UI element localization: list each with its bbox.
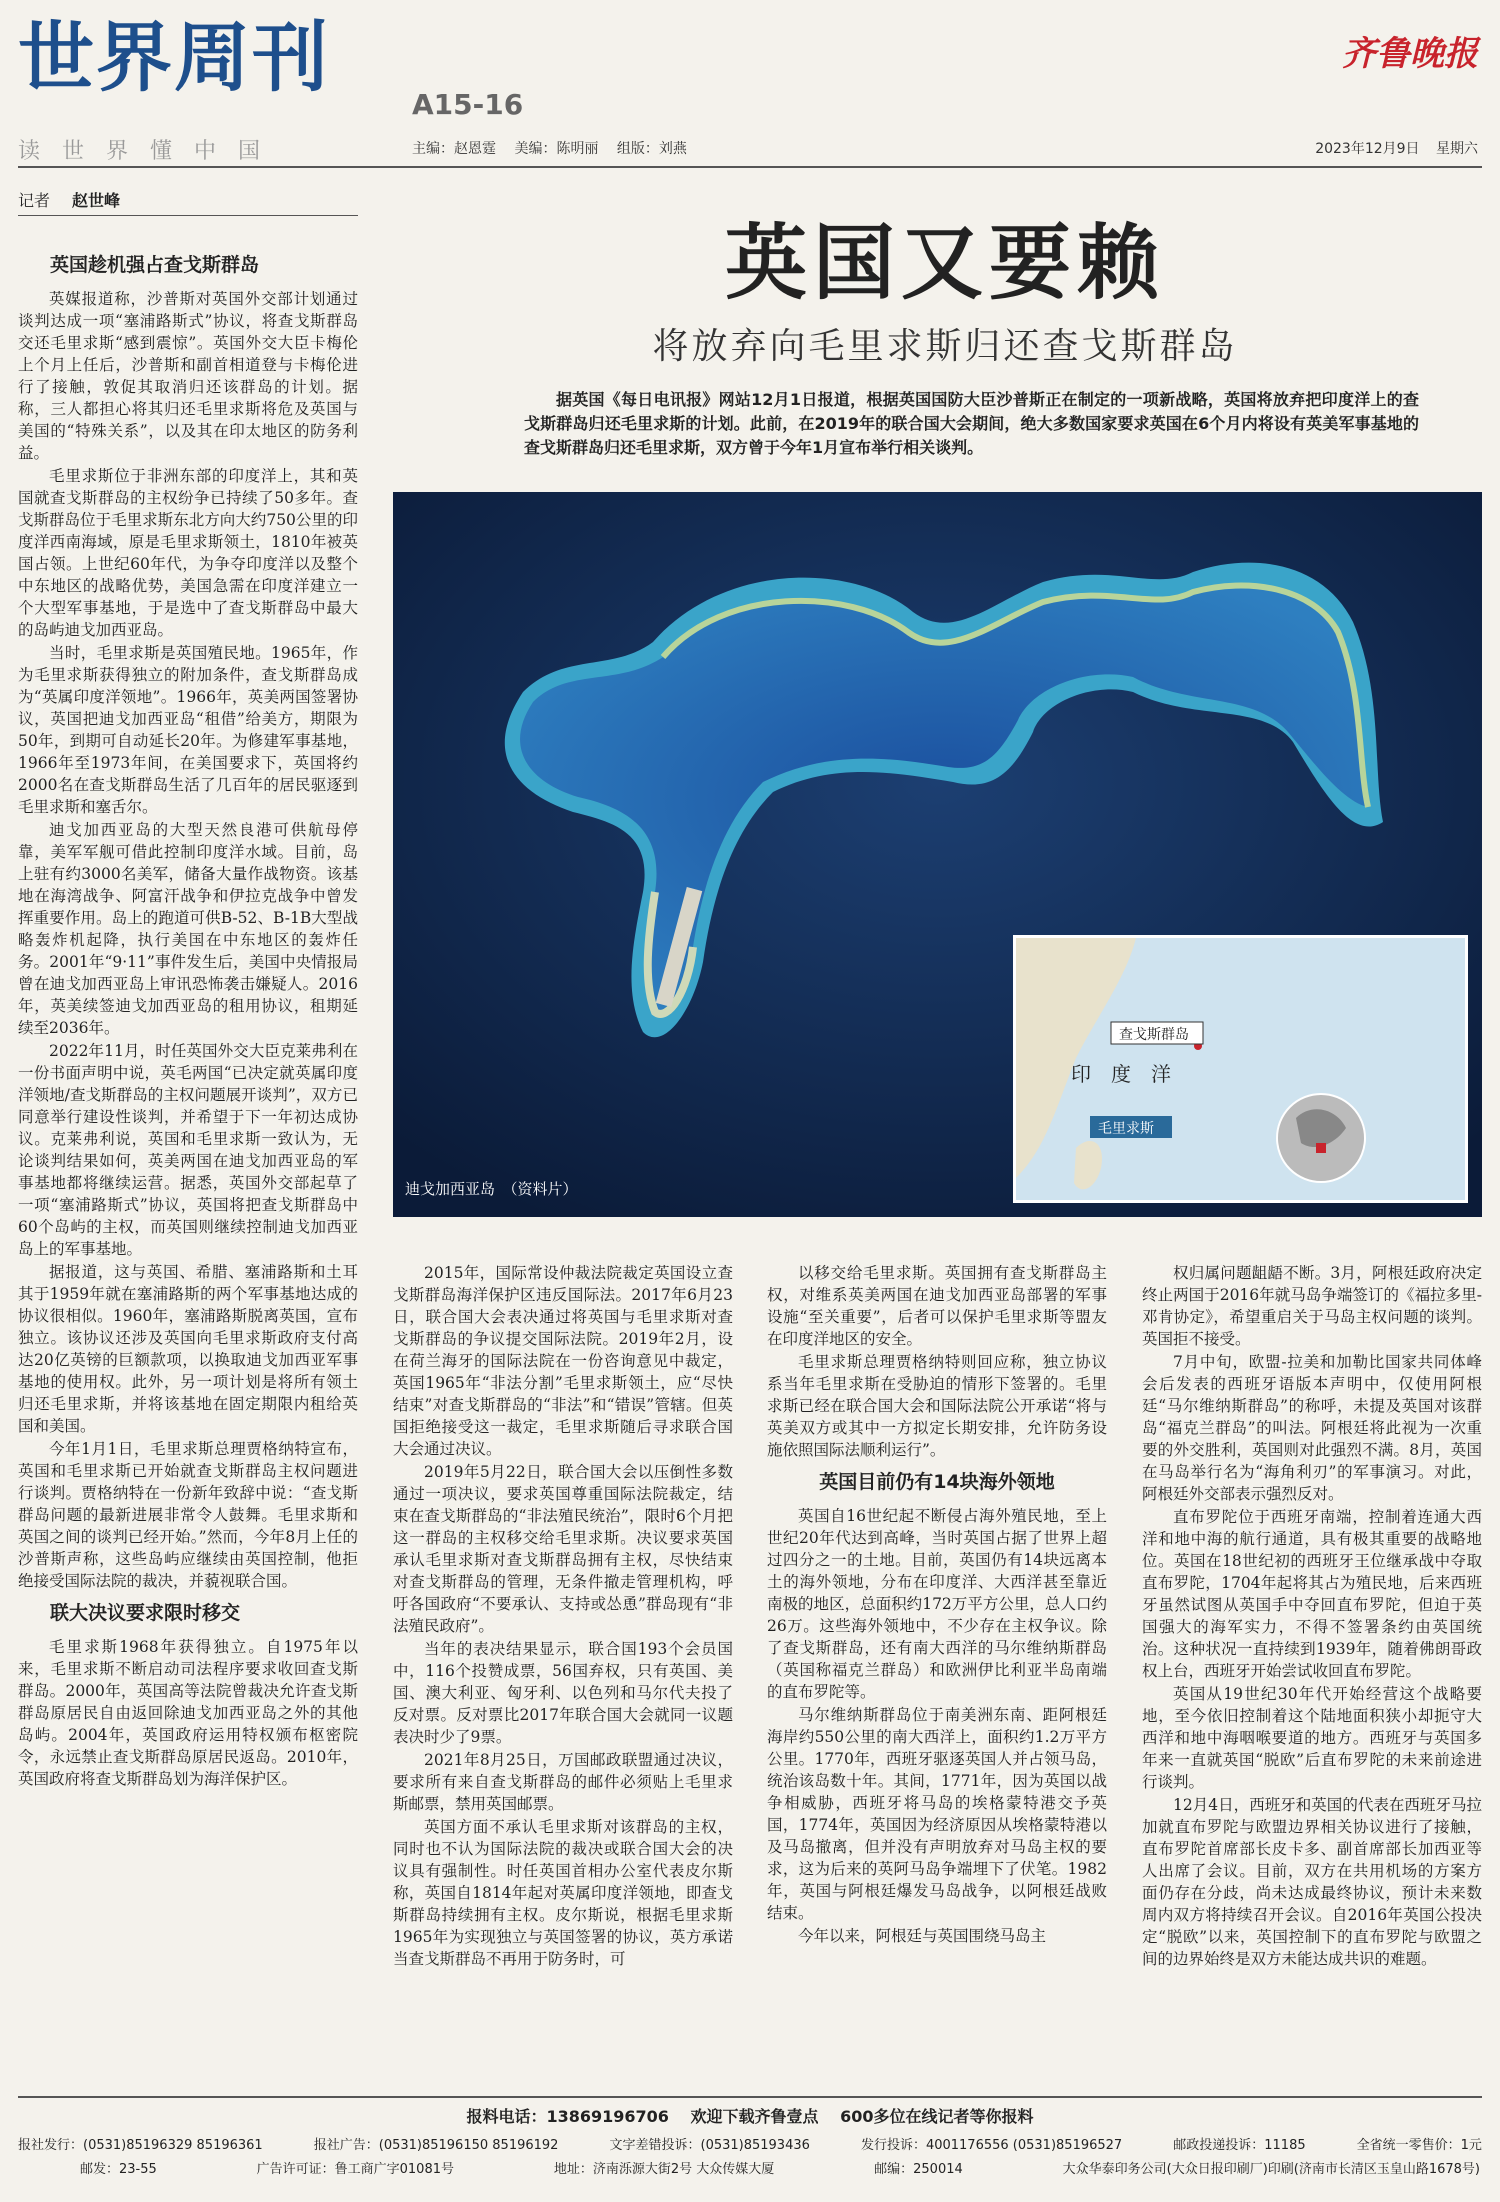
section-heading-2: 联大决议要求限时移交 [50, 1602, 241, 1624]
designer: 美编：陈明丽 [514, 141, 599, 157]
masthead-divider [18, 166, 1482, 168]
footer-contacts [18, 2134, 1482, 2153]
footer-publisher [80, 2158, 1480, 2177]
masthead [0, 0, 1500, 170]
footer-item: 报社广告：(0531)85196150 85196192 [313, 2138, 559, 2153]
paragraph: 英媒报道称，沙普斯对英国外交部计划通过谈判达成一项“塞浦路斯式”协议，将查戈斯群岛交还毛里求斯“感到震惊”。英国外交大臣卡梅伦上个月上任后，沙普斯和副首相道登与卡梅伦进行了接触，敦促其取消归还该群岛的计划。据称，三人都担心将其归还毛里求斯将危及英国与美国的“特殊关系”，以及其在印太地区的防务利益。 [18, 290, 358, 462]
paragraph: 英国自16世纪起不断侵占海外殖民地，至上世纪20年代达到高峰，当时英国占据了世界上超过四分之一的土地。目前，英国仍有14块远离本土的海外领地，分布在印度洋、大西洋甚至靠近南极的地区，总面积约172万平方公里，总人口约26万。这些海外领地中，不少存在主权争议。除了查戈斯群岛，还有南大西洋的马尔维纳斯群岛（英国称福克兰群岛）和欧洲伊比利亚半岛南端的直布罗陀等。 [767, 1507, 1107, 1701]
paragraph: 英国方面不承认毛里求斯对该群岛的主权，同时也不认为国际法院的裁决或联合国大会的决议具有强制性。时任英国首相办公室代表皮尔斯称，英国自1814年起对英属印度洋领地，即查戈斯群岛持续拥有主权。皮尔斯说，根据毛里求斯1965年为实现独立与英国签署的协议，英方承诺当查戈斯群岛不再用于防务时，可 [393, 1818, 733, 1968]
footer-item: 报社发行：(0531)85196329 85196361 [18, 2138, 263, 2153]
map-label-ocean: 印 度 洋 [1071, 1062, 1171, 1086]
photo-caption: 迪戈加西亚岛 （资料片） [405, 1180, 578, 1198]
paragraph: 7月中旬，欧盟-拉美和加勒比国家共同体峰会后发表的西班牙语版本声明中，仅使用阿根廷“马尔维纳斯群岛”的称呼，未提及英国对该群岛“福克兰群岛”的叫法。阿根廷将此视为一次重要的外交胜利，英国则对此强烈不满。8月，英国在马岛举行名为“海角利刃”的军事演习。对此，阿根廷外交部表示强烈反对。 [1142, 1353, 1482, 1503]
footer-item: 全省统一零售价：1元 [1356, 2138, 1482, 2153]
footer-item: 大众华泰印务公司(大众日报印刷厂)印刷(济南市长清区玉皇山路1678号) [1062, 2162, 1480, 2177]
paragraph: 2019年5月22日，联合国大会以压倒性多数通过一项决议，要求英国尊重国际法院裁定，结束在查戈斯群岛的“非法殖民统治”，限时6个月把这一群岛的主权移交给毛里求斯。决议要求英国承认毛里求斯对查戈斯群岛拥有主权，尽快结束对查戈斯群岛的管理，无条件撤走管理机构，呼吁各国政府“不要承认、支持或怂恿”群岛现有“非法殖民政府”。 [393, 1463, 733, 1635]
paragraph: 以移交给毛里求斯。英国拥有查戈斯群岛主权，对维系英美两国在迪戈加西亚岛部署的军事设施“至关重要”，后者可以保护毛里求斯等盟友在印度洋地区的安全。 [767, 1264, 1107, 1348]
paragraph: 据报道，这与英国、希腊、塞浦路斯和土耳其于1959年就在塞浦路斯的两个军事基地达成的协议很相似。1960年，塞浦路斯脱离英国，宣布独立。该协议还涉及英国向毛里求斯政府支付高达20亿英镑的巨额款项，以换取迪戈加西亚军事基地的使用权。此外，另一项计划是将所有领土归还毛里求斯，并将该基地在固定期限内租给英国和美国。 [18, 1263, 358, 1435]
article-column-1 [18, 244, 358, 1791]
date: 2023年12月9日 [1315, 141, 1420, 157]
paragraph: 权归属问题龃龉不断。3月，阿根廷政府决定终止两国于2016年就马岛争端签订的《福拉多里-邓肯协定》，希望重启关于马岛主权问题的谈判。英国拒不接受。 [1142, 1264, 1482, 1348]
map-label-archipelago: 查戈斯群岛 [1119, 1027, 1189, 1043]
masthead-slogan: 读世界懂中国 [18, 139, 283, 164]
editor-credits [412, 138, 701, 158]
paragraph: 当年的表决结果显示，联合国193个会员国中，116个投赞成票，56国弃权，只有英国、美国、澳大利亚、匈牙利、以色列和马尔代夫投了反对票。反对票比2017年联合国大会就同一议题表决时少了9票。 [393, 1640, 733, 1746]
reporter-label: 记者 [18, 191, 51, 210]
hotline: 报料电话：13869196706 [466, 2107, 669, 2126]
article-column-2 [393, 1262, 733, 1971]
paragraph: 毛里求斯位于非洲东部的印度洋上，其和英国就查戈斯群岛的主权纷争已持续了50多年。查戈斯群岛位于毛里求斯东北方向大约750公里的印度洋西南海域，原是毛里求斯领土，1810年被英国占领。上世纪60年代，为争夺印度洋以及整个中东地区的战略优势，美国急需在印度洋建立一个大型军事基地，于是选中了查戈斯群岛中最大的岛屿迪戈加西亚岛。 [18, 467, 358, 639]
page-number: A15-16 [412, 88, 524, 121]
paragraph: 12月4日，西班牙和英国的代表在西班牙马拉加就直布罗陀与欧盟边界相关协议进行了接触，直布罗陀首席部长皮卡多、副首席部长加西亚等人出席了会议。目前，双方在共用机场的方案方面仍存在分歧，尚未达成最终协议，预计未来数周内双方将持续召开会议。自2016年英国公投决定“脱欧”以来，英国控制下的直布罗陀与欧盟之间的边界始终是双方未能达成共识的难题。 [1142, 1796, 1482, 1968]
issue-date [1303, 138, 1478, 158]
paragraph: 2015年，国际常设仲裁法院裁定英国设立查戈斯群岛海洋保护区违反国际法。2017年6月23日，联合国大会表决通过将英国与毛里求斯对查戈斯群岛的争议提交国际法院。2019年2月，设在荷兰海牙的国际法院在一份咨询意见中裁定，英国1965年“非法分割”毛里求斯领土，应“尽快结束”对查戈斯群岛的“非法”和“错误”管辖。但英国拒绝接受这一裁定，毛里求斯随后寻求联合国大会通过决议。 [393, 1264, 733, 1458]
paragraph: 当时，毛里求斯是英国殖民地。1965年，作为毛里求斯获得独立的附加条件，查戈斯群岛成为“英属印度洋领地”。1966年，英美两国签署协议，英国把迪戈加西亚岛“租借”给美方，期限为50年，到期可自动延长20年。为修建军事基地，1966年至1973年间，在美国要求下，英国将约2000名在查戈斯群岛生活了几百年的居民驱逐到毛里求斯和塞舌尔。 [18, 644, 358, 816]
download-promo: 欢迎下载齐鲁壹点 [690, 2107, 819, 2126]
reporters-promo: 600多位在线记者等你报料 [840, 2107, 1034, 2126]
footer-item: 文字差错投诉：(0531)85193436 [609, 2138, 810, 2153]
footer-item: 邮政投递投诉：11185 [1173, 2138, 1306, 2153]
map-label-mauritius: 毛里求斯 [1098, 1121, 1154, 1137]
footer-divider [18, 2096, 1482, 2098]
layout-editor: 组版：刘燕 [616, 141, 687, 157]
paragraph: 2021年8月25日，万国邮政联盟通过决议，要求所有来自查戈斯群岛的邮件必须贴上毛里求斯邮票，禁用英国邮票。 [393, 1751, 733, 1813]
location-map-inset [1013, 935, 1468, 1203]
footer-item: 邮发：23-55 [80, 2162, 157, 2177]
reporter-name: 赵世峰 [72, 191, 121, 210]
lead-paragraph: 据英国《每日电讯报》网站12月1日报道，根据英国国防大臣沙普斯正在制定的一项新战略，英国将放弃把印度洋上的查戈斯群岛归还毛里求斯的计划。此前，在2019年的联合国大会期间，绝大多数国家要求英国在6个月内将设有英美军事基地的查戈斯群岛归还毛里求斯，双方曾于今年1月宣布举行相关谈判。 [524, 390, 1419, 457]
subheadline: 将放弃向毛里求斯归还查戈斯群岛 [652, 326, 1238, 367]
paragraph: 英国从19世纪30年代开始经营这个战略要地，至今依旧控制着这个陆地面积狭小却扼守大西洋和地中海咽喉要道的地方。西班牙与英国多年来一直就英国“脱欧”后直布罗陀的未来前途进行谈判。 [1142, 1685, 1482, 1791]
article-column-4 [1142, 1262, 1482, 1971]
reporter-byline [18, 188, 358, 216]
article-column-3 [767, 1262, 1107, 1948]
paragraph: 2022年11月，时任英国外交大臣克莱弗利在一份书面声明中说，英毛两国“已决定就英属印度洋领地/查戈斯群岛的主权问题展开谈判”，双方已同意举行建设性谈判，并希望于下一年初达成协议。克莱弗利说，英国和毛里求斯一致认为，无论谈判结果如何，英美两国在迪戈加西亚岛的军事基地都将继续运营。据悉，英国外交部起草了一项“塞浦路斯式”协议，英国将把查戈斯群岛中60个岛屿的主权，而英国则继续控制迪戈加西亚岛上的军事基地。 [18, 1042, 358, 1258]
footer-item: 广告许可证：鲁工商广字01081号 [256, 2162, 454, 2177]
newspaper-logo: 齐鲁晚报 [1342, 34, 1478, 74]
footer-item: 发行投诉：4001176556 (0531)85196527 [860, 2138, 1123, 2153]
paragraph: 马尔维纳斯群岛位于南美洲东南、距阿根廷海岸约550公里的南大西洋上，面积约1.2万平方公里。1770年，西班牙驱逐英国人并占领马岛，统治该岛数十年。其间，1771年，因为英国以战争相威胁，西班牙将马岛的埃格蒙特港交予英国，1774年，英国因为经济原因从埃格蒙特港以及马岛撤离，但并没有声明放弃对马岛主权的要求，这为后来的英阿马岛争端埋下了伏笔。1982年，英国与阿根廷爆发马岛战争，以阿根廷战败结束。 [767, 1706, 1107, 1922]
paragraph: 今年以来，阿根廷与英国围绕马岛主 [798, 1927, 1047, 1945]
paragraph: 直布罗陀位于西班牙南端，控制着连通大西洋和地中海的航行通道，具有极其重要的战略地位。英国在18世纪初的西班牙王位继承战中夺取直布罗陀，1704年起将其占为殖民地，后来西班牙虽然试图从英国手中夺回直布罗陀，但迫于英国强大的海军实力，不得不签署条约由英国统治。这种状况一直持续到1939年，随着佛朗哥政权上台，西班牙开始尝试收回直布罗陀。 [1142, 1508, 1482, 1680]
footer-item: 邮编：250014 [874, 2162, 963, 2177]
weekday: 星期六 [1436, 141, 1478, 157]
paragraph: 今年1月1日，毛里求斯总理贾格纳特宣布，英国和毛里求斯已开始就查戈斯群岛主权问题进行谈判。贾格纳特在一份新年致辞中说：“查戈斯群岛问题的最新进展非常令人鼓舞。毛里求斯和英国之间的谈判已经开始。”然而，今年8月上任的沙普斯声称，这些岛屿应继续由英国控制，他拒绝接受国际法院的裁决，并藐视联合国。 [18, 1440, 358, 1590]
footer-item: 地址：济南泺源大街2号 大众传媒大厦 [553, 2162, 775, 2177]
chief-editor: 主编：赵恩霆 [412, 141, 496, 157]
paragraph: 迪戈加西亚岛的大型天然良港可供航母停靠，美军军舰可借此控制印度洋水域。目前，岛上驻有约3000名美军，储备大量作战物资。该基地在海湾战争、阿富汗战争和伊拉克战争中曾发挥重要作用。岛上的跑道可供B-52、B-1B大型战略轰炸机起降，执行美国在中东地区的轰炸任务。2001年“9·11”事件发生后，美国中央情报局曾在迪戈加西亚岛上审讯恐怖袭击嫌疑人。2016年，英美续签迪戈加西亚岛的租用协议，租期延续至2036年。 [18, 821, 358, 1037]
paragraph: 毛里求斯总理贾格纳特则回应称，独立协议系当年毛里求斯在受胁迫的情形下签署的。毛里求斯已经在联合国大会和国际法院公开承诺“将与英美双方或其中一方拟定长期安排，允许防务设施依照国际法顺利运行”。 [767, 1353, 1107, 1459]
masthead-title: 世界周刊 [18, 13, 330, 102]
footer-hotline [0, 2104, 1500, 2127]
section-heading-1: 英国趁机强占查戈斯群岛 [50, 254, 260, 276]
section-heading-3: 英国目前仍有14块海外领地 [819, 1471, 1055, 1493]
headline: 英国又要赖 [724, 215, 1165, 311]
paragraph: 毛里求斯1968年获得独立。自1975年以来，毛里求斯不断启动司法程序要求收回查戈斯群岛。2000年，英国高等法院曾裁决允许查戈斯群岛原居民自由返回除迪戈加西亚岛之外的其他岛屿。2004年，英国政府运用特权颁布枢密院令，永远禁止查戈斯群岛原居民返岛。2010年，英国政府将查戈斯群岛划为海洋保护区。 [18, 1638, 358, 1788]
